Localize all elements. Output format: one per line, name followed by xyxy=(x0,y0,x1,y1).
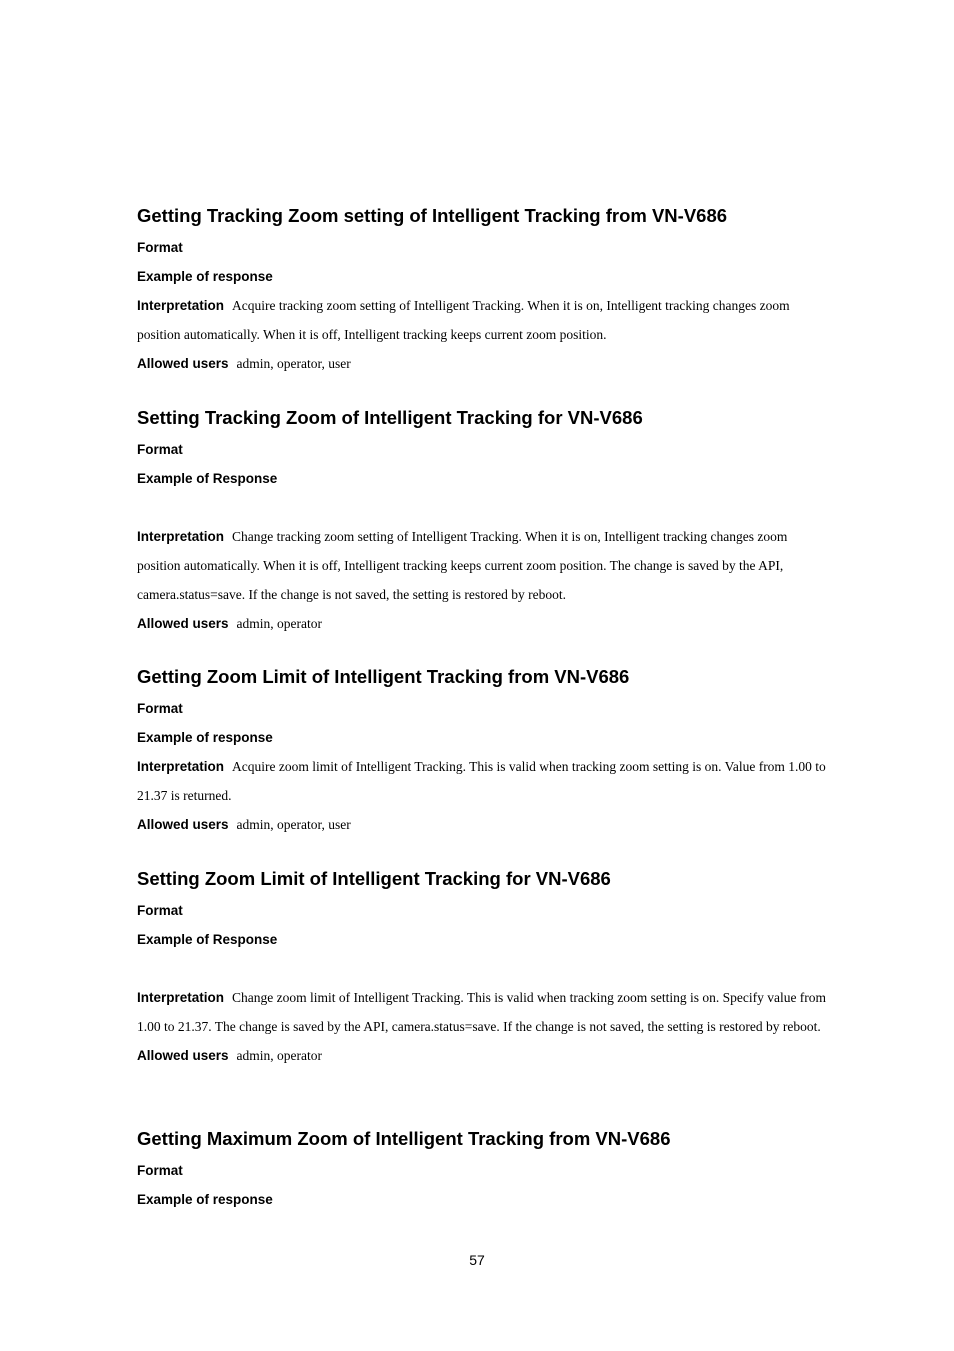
allowed-users-paragraph xyxy=(137,1041,827,1070)
section-heading: Setting Tracking Zoom of Intelligent Tracking for VN-V686 xyxy=(137,407,643,428)
interpretation-paragraph xyxy=(137,291,827,349)
blank-line xyxy=(137,493,827,522)
allowed-users-label: Allowed users xyxy=(137,356,229,371)
allowed-users-paragraph xyxy=(137,609,827,638)
format-label: Format xyxy=(137,442,183,457)
section-get-maximum-zoom xyxy=(137,1127,827,1214)
interpretation-text: Acquire tracking zoom setting of Intelligent Tracking. When it is on, Intelligent tracking changes zoom position automatically. When it is off, Intelligent tracking keeps current zoom position. xyxy=(137,298,790,342)
interpretation-label: Interpretation xyxy=(137,529,225,544)
allowed-users-value: admin, operator xyxy=(236,1048,323,1063)
allowed-users-label: Allowed users xyxy=(137,1048,229,1063)
allowed-users-value: admin, operator, user xyxy=(236,817,351,832)
allowed-users-value: admin, operator xyxy=(236,616,323,631)
format-label: Format xyxy=(137,240,183,255)
allowed-users-label: Allowed users xyxy=(137,616,229,631)
allowed-users-paragraph xyxy=(137,349,827,378)
example-label: Example of Response xyxy=(137,932,278,947)
section-set-zoom-limit xyxy=(137,867,827,1070)
allowed-users-label: Allowed users xyxy=(137,817,229,832)
interpretation-label: Interpretation xyxy=(137,298,225,313)
allowed-users-paragraph xyxy=(137,810,827,839)
interpretation-label: Interpretation xyxy=(137,759,225,774)
section-heading: Setting Zoom Limit of Intelligent Tracking for VN-V686 xyxy=(137,868,611,889)
section-heading: Getting Tracking Zoom setting of Intelligent Tracking from VN-V686 xyxy=(137,205,728,226)
page-number: 57 xyxy=(469,1252,485,1268)
interpretation-text: Acquire zoom limit of Intelligent Tracking. This is valid when tracking zoom setting is on. Value from 1.00 to 21.37 is returned. xyxy=(137,759,826,803)
example-label: Example of response xyxy=(137,269,273,284)
interpretation-text: Change zoom limit of Intelligent Tracking. This is valid when tracking zoom setting is on. Specify value from 1.00 to 21.37. The change is saved by the API, camera.status=save. If the change is not saved, the setting is restored by reboot. xyxy=(137,990,827,1034)
section-get-tracking-zoom xyxy=(137,204,827,378)
interpretation-text: Change tracking zoom setting of Intelligent Tracking. When it is on, Intelligent tracking changes zoom position automatically. When it is off, Intelligent tracking keeps current zoom position. The change is saved by the API, camera.status=save. If the change is not saved, the setting is restored by reboot. xyxy=(137,529,788,602)
interpretation-paragraph xyxy=(137,752,827,810)
interpretation-paragraph xyxy=(137,983,827,1041)
section-set-tracking-zoom xyxy=(137,406,827,638)
section-heading: Getting Zoom Limit of Intelligent Tracking from VN-V686 xyxy=(137,666,630,687)
interpretation-label: Interpretation xyxy=(137,990,225,1005)
section-heading: Getting Maximum Zoom of Intelligent Tracking from VN-V686 xyxy=(137,1128,671,1149)
interpretation-paragraph xyxy=(137,522,827,609)
example-label: Example of Response xyxy=(137,471,278,486)
format-label: Format xyxy=(137,1163,183,1178)
allowed-users-value: admin, operator, user xyxy=(236,356,351,371)
example-label: Example of response xyxy=(137,730,273,745)
format-label: Format xyxy=(137,903,183,918)
format-label: Format xyxy=(137,701,183,716)
section-get-zoom-limit xyxy=(137,665,827,839)
blank-line xyxy=(137,954,827,983)
example-label: Example of response xyxy=(137,1192,273,1207)
